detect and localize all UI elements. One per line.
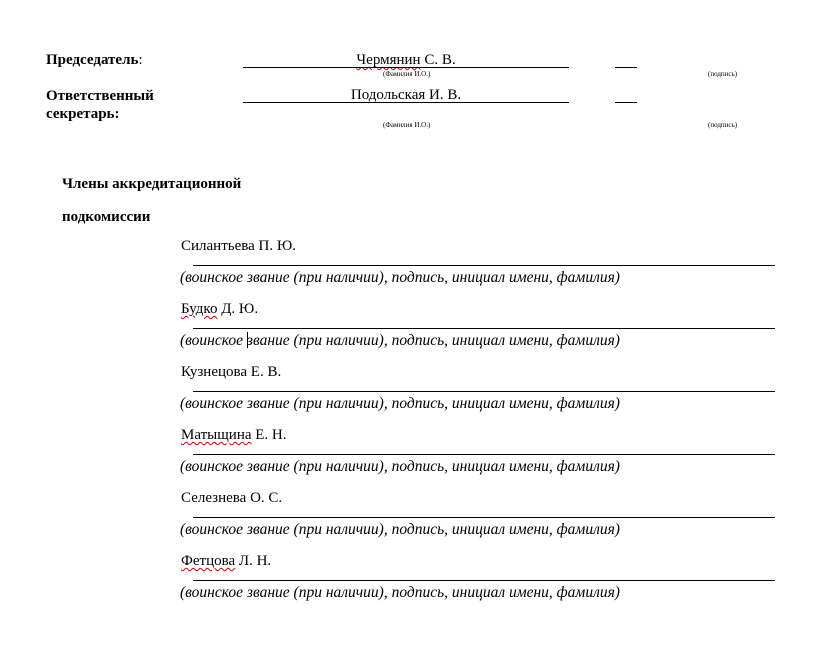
member-signature-line <box>193 328 775 329</box>
members-heading-line2: подкомиссии <box>62 209 151 225</box>
members-heading-line1: Члены аккредитационной <box>62 176 242 192</box>
spellcheck-flag: Фетцова <box>181 553 236 569</box>
secretary-signature-line <box>615 102 637 103</box>
member-name[interactable]: Силантьева П. Ю. <box>181 238 297 254</box>
chairman-signature-line <box>615 67 637 68</box>
member-name[interactable]: Будко Д. Ю. <box>181 301 259 317</box>
member-caption: (воинское звание (при наличии), подпись, инициал имени, фамилия) <box>180 458 620 475</box>
secretary-name-hint: (Фамилия И.О.) <box>383 121 431 129</box>
member-signature-line <box>193 580 775 581</box>
member-name[interactable]: Кузнецова Е. В. <box>181 364 282 380</box>
spellcheck-flag: Чермянин <box>356 52 421 68</box>
member-caption: (воинское звание (при наличии), подпись, инициал имени, фамилия) <box>180 395 620 412</box>
member-signature-line <box>193 454 775 455</box>
member-signature-line <box>193 391 775 392</box>
secretary-label: Ответственный секретарь: <box>46 88 154 122</box>
spellcheck-flag: Матыщина <box>181 427 252 443</box>
chairman-name-line <box>243 67 569 68</box>
secretary-name-line <box>243 102 569 103</box>
secretary-signature-hint: (подпись) <box>708 121 738 129</box>
chairman-signature-hint: (подпись) <box>708 70 738 78</box>
chairman-label: Председатель: <box>46 52 143 68</box>
member-caption: (воинское звание (при наличии), подпись, инициал имени, фамилия) <box>180 584 620 601</box>
member-caption: (воинское звание (при наличии), подпись, инициал имени, фамилия) <box>180 332 620 349</box>
member-signature-line <box>193 265 775 266</box>
member-name[interactable]: Фетцова Л. Н. <box>181 553 272 569</box>
spellcheck-flag: Будко <box>181 301 218 317</box>
member-signature-line <box>193 517 775 518</box>
member-caption: (воинское звание (при наличии), подпись, инициал имени, фамилия) <box>180 269 620 286</box>
member-caption: (воинское звание (при наличии), подпись, инициал имени, фамилия) <box>180 521 620 538</box>
member-name[interactable]: Селезнева О. С. <box>181 490 283 506</box>
member-name[interactable]: Матыщина Е. Н. <box>181 427 287 443</box>
secretary-name[interactable]: Подольская И. В. <box>350 87 462 103</box>
chairman-name-hint: (Фамилия И.О.) <box>383 70 431 78</box>
chairman-name[interactable]: Чермянин С. В. <box>356 52 456 68</box>
